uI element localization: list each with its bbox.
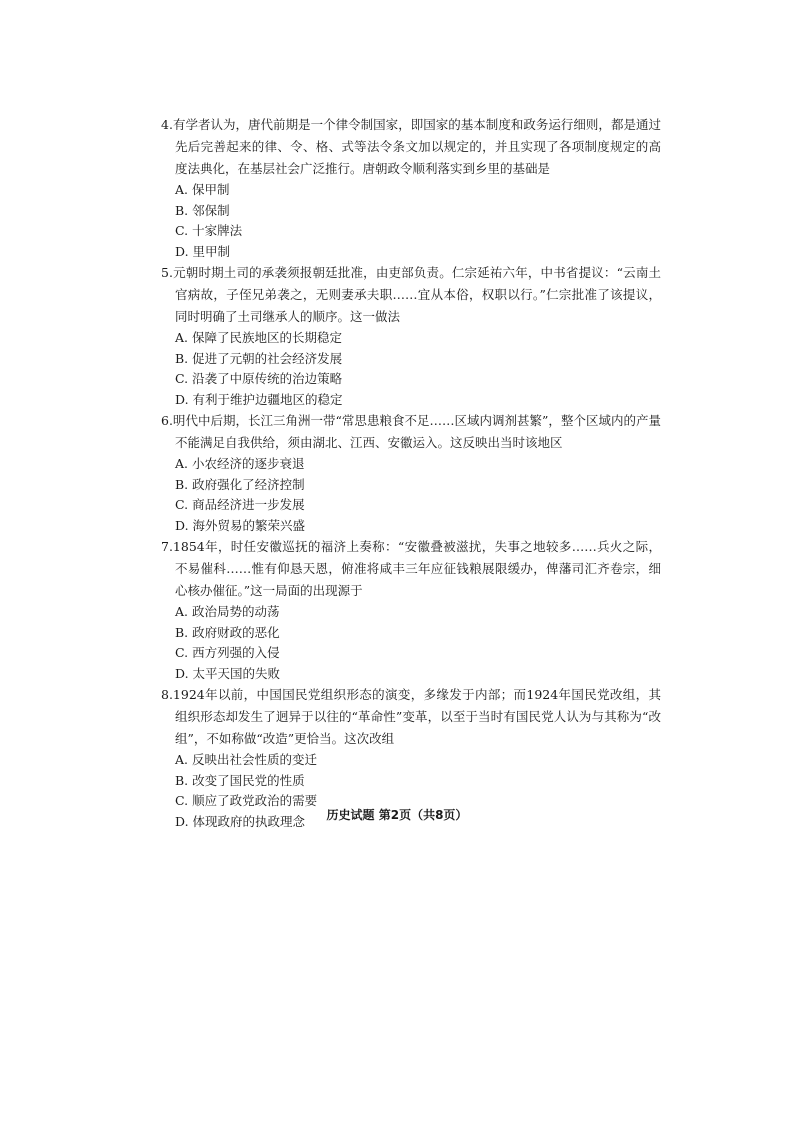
option-list [161,180,661,262]
option-c: C. 西方列强的入侵 [175,645,280,660]
option-c: C. 沿袭了中原传统的治边策略 [175,371,343,386]
option-c: C. 十家牌法 [175,223,243,238]
option-b: B. 促进了元朝的社会经济发展 [175,350,343,366]
option-b: B. 政府财政的恶化 [175,624,280,640]
option-b: B. 政府强化了经济控制 [175,476,305,492]
option-a: A. 政治局势的动荡 [175,604,280,619]
option-a: A. 保甲制 [175,182,230,197]
option-list [161,454,661,536]
question-4 [161,114,661,262]
option-a: A. 保障了民族地区的长期稳定 [175,330,342,345]
question-6 [161,410,661,536]
question-stem: 8.1924年以前，中国国民党组织形态的演变，多缘发于内部；而1924年国民党改组，其组织形态却发生了迥异于以往的“革命性”变革，以至于当时有国民党人认为与其称为“改组”，不如称做“改造”更恰当。这次改组 [161,687,661,746]
option-d: D. 有利于维护边疆地区的稳定 [175,391,343,407]
option-d: D. 太平天国的失败 [175,665,281,681]
page-footer: 历史试题 第2页（共8页） [326,808,468,822]
question-5 [161,262,661,410]
option-a: A. 反映出社会性质的变迁 [175,752,317,767]
question-stem: 7.1854年，时任安徽巡抚的福济上奏称：“安徽叠被滋扰，失事之地较多……兵火之际，不易催科……惟有仰恳天恩，俯准将咸丰三年应征钱粮展限缓办，俾藩司汇齐卷宗，细心核办催征。”这一局面的出现源于 [161,539,661,598]
question-stem: 4.有学者认为，唐代前期是一个律令制国家，即国家的基本制度和政务运行细则，都是通过先后完善起来的律、令、格、式等法令条文加以规定的，并且实现了各项制度规定的高度法典化，在基层社会广泛推行。唐朝政令顺利落实到乡里的基础是 [161,117,661,176]
option-b: B. 邻保制 [175,202,230,218]
option-b: B. 改变了国民党的性质 [175,772,305,788]
option-d: D. 体现政府的执政理念 [175,813,306,829]
option-d: D. 海外贸易的繁荣兴盛 [175,517,306,533]
question-7 [161,536,661,684]
option-list [161,328,661,410]
question-stem: 5.元朝时期土司的承袭须报朝廷批准，由吏部负责。仁宗延祐六年，中书省提议：“云南土官病故，子侄兄弟袭之，无则妻承夫职……宜从本俗，权职以行。”仁宗批准了该提议，同时明确了土司继承人的顺序。这一做法 [161,265,661,324]
option-c: C. 顺应了政党政治的需要 [175,793,318,808]
option-c: C. 商品经济进一步发展 [175,497,305,512]
option-d: D. 里甲制 [175,243,231,259]
option-a: A. 小农经济的逐步衰退 [175,456,305,471]
option-list [161,602,661,684]
question-list [161,114,661,832]
question-stem: 6.明代中后期，长江三角洲一带“常思患粮食不足……区域内调剂甚繁”，整个区域内的产量不能满足自我供给，须由湖北、江西、安徽运入。这反映出当时该地区 [161,413,661,450]
